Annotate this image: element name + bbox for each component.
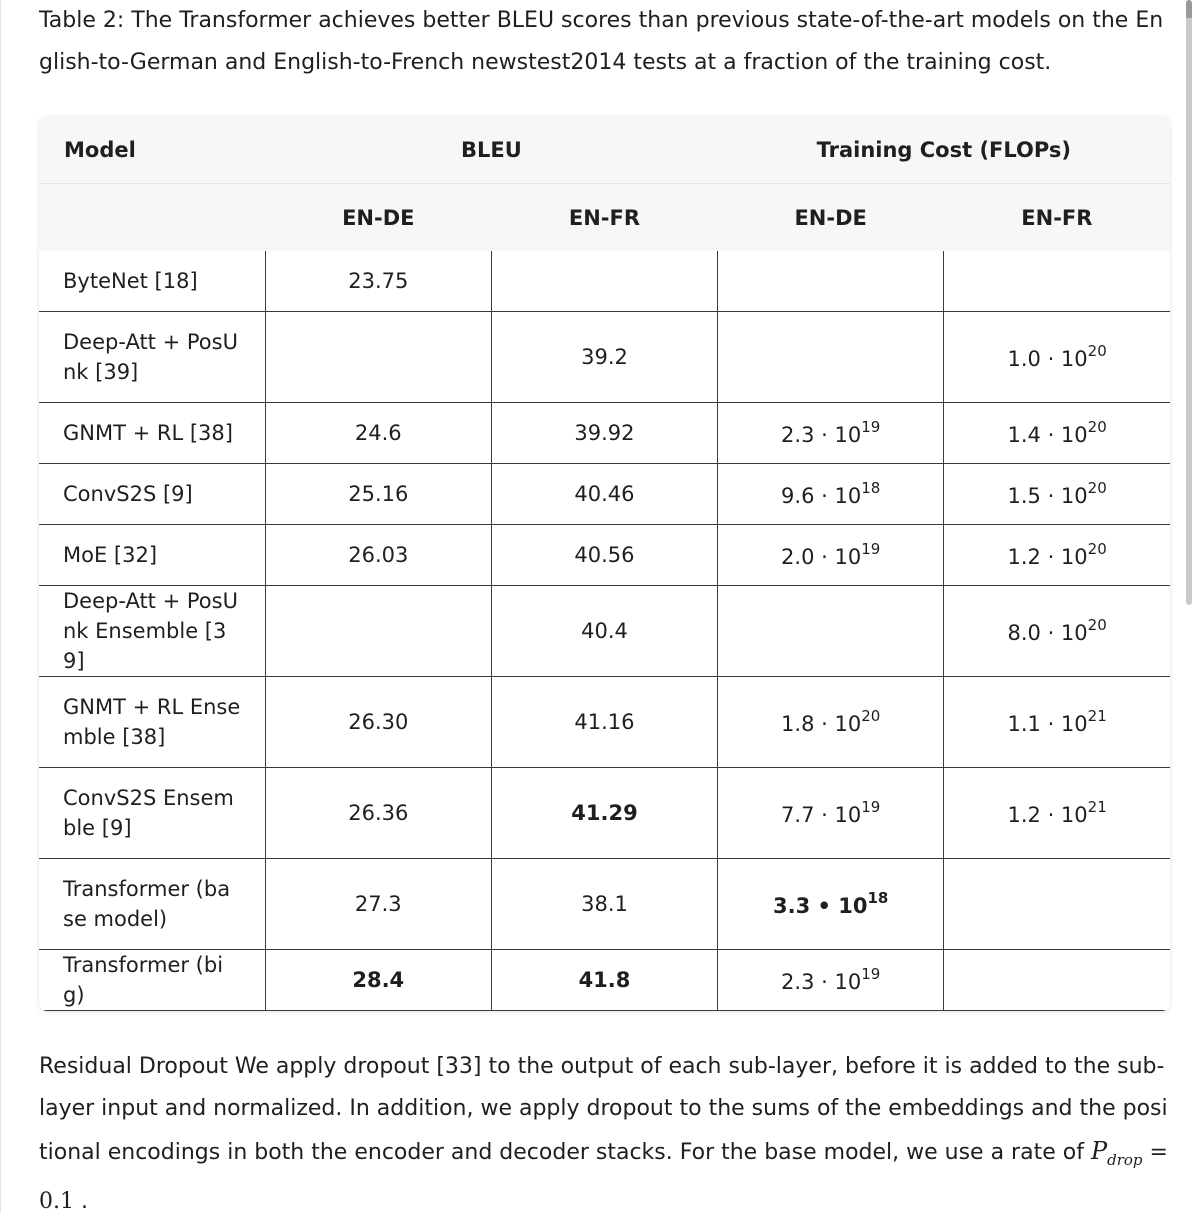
left-border — [0, 0, 1, 1213]
residual-dropout-paragraph — [39, 1046, 1169, 1223]
cell-model: ConvS2S [9] — [39, 464, 265, 525]
cell-bleu-fr: 39.92 — [491, 403, 717, 464]
cell-cost-de — [718, 586, 944, 677]
cell-cost-fr — [944, 950, 1170, 1011]
cell-cost-de: $2.3 \cdot 10^{19}$ — [718, 403, 944, 464]
cell-bleu-fr: 40.56 — [491, 525, 717, 586]
table-subheader-row — [39, 184, 1170, 252]
math-equals: = — [1142, 1140, 1168, 1165]
cell-cost-de: $2.3 \cdot 10^{19}$ — [718, 950, 944, 1011]
cell-model: Deep-Att + PosUnk Ensemble [39] — [39, 586, 265, 677]
cell-cost-fr: $1.2 \cdot 10^{20}$ — [944, 525, 1170, 586]
table-header-row — [39, 116, 1170, 184]
scrollbar-up-arrow[interactable] — [1186, 0, 1192, 18]
cell-model: Transformer (base model) — [39, 859, 265, 950]
cell-cost-fr — [944, 859, 1170, 950]
table-row — [39, 950, 1170, 1011]
cell-cost-de: 3.3 • $10^{18}$ — [718, 859, 944, 950]
cell-cost-fr: $1.2 \cdot 10^{21}$ — [944, 768, 1170, 859]
subheader-cost-en-de: EN-DE — [718, 184, 944, 252]
cell-model: ByteNet [18] — [39, 251, 265, 312]
header-model: Model — [39, 116, 265, 184]
cell-cost-fr: $1.0 \cdot 10^{20}$ — [944, 312, 1170, 403]
table-row — [39, 768, 1170, 859]
math-p-drop: $P_{drop}$ — [1090, 1137, 1143, 1169]
cell-cost-de — [718, 251, 944, 312]
cell-bleu-de: 26.03 — [265, 525, 491, 586]
subheader-bleu-en-de: EN-DE — [265, 184, 491, 252]
paragraph-end: . — [74, 1188, 88, 1214]
cell-cost-de: $7.7 \cdot 10^{19}$ — [718, 768, 944, 859]
cell-bleu-de: 26.36 — [265, 768, 491, 859]
cell-bleu-fr: 40.46 — [491, 464, 717, 525]
cell-cost-de: $2.0 \cdot 10^{19}$ — [718, 525, 944, 586]
table-row — [39, 464, 1170, 525]
cell-bleu-fr: 41.8 — [491, 950, 717, 1011]
table-row — [39, 403, 1170, 464]
cell-bleu-de: 27.3 — [265, 859, 491, 950]
results-table — [39, 116, 1170, 1011]
cell-bleu-fr: 41.29 — [491, 768, 717, 859]
cell-cost-de: $9.6 \cdot 10^{18}$ — [718, 464, 944, 525]
header-bleu: BLEU — [265, 116, 717, 184]
cell-cost-fr: $1.1 \cdot 10^{21}$ — [944, 677, 1170, 768]
cell-bleu-fr: 38.1 — [491, 859, 717, 950]
cell-bleu-fr — [491, 251, 717, 312]
cell-model: GNMT + RL Ensemble [38] — [39, 677, 265, 768]
paragraph-text: Residual Dropout We apply dropout [33] to the output of each sub-layer, before it is added to the sub-layer input and normalized. In addition, we apply dropout to the sums of the embeddings and the positional encodings in both the encoder and decoder stacks. For the base model, we use a rate of — [39, 1054, 1168, 1165]
cell-cost-de: $1.8 \cdot 10^{20}$ — [718, 677, 944, 768]
math-value: 0.1 — [39, 1188, 74, 1214]
cell-bleu-de — [265, 312, 491, 403]
subheader-empty — [39, 184, 265, 252]
cell-model: ConvS2S Ensemble [9] — [39, 768, 265, 859]
cell-bleu-de: 26.30 — [265, 677, 491, 768]
cell-model: Deep-Att + PosUnk [39] — [39, 312, 265, 403]
cell-cost-fr — [944, 251, 1170, 312]
cell-model: MoE [32] — [39, 525, 265, 586]
cell-cost-fr: $1.4 \cdot 10^{20}$ — [944, 403, 1170, 464]
cell-bleu-fr: 40.4 — [491, 586, 717, 677]
cell-bleu-fr: 39.2 — [491, 312, 717, 403]
cell-cost-fr: $1.5 \cdot 10^{20}$ — [944, 464, 1170, 525]
cell-cost-fr: $8.0 \cdot 10^{20}$ — [944, 586, 1170, 677]
table-row — [39, 859, 1170, 950]
subheader-cost-en-fr: EN-FR — [944, 184, 1170, 252]
cell-model: Transformer (big) — [39, 950, 265, 1011]
scrollbar[interactable] — [1186, 0, 1192, 605]
header-training-cost: Training Cost (FLOPs) — [718, 116, 1170, 184]
cell-cost-de — [718, 312, 944, 403]
results-table-container — [39, 116, 1170, 1011]
cell-bleu-de: 28.4 — [265, 950, 491, 1011]
cell-bleu-de: 24.6 — [265, 403, 491, 464]
cell-bleu-fr: 41.16 — [491, 677, 717, 768]
table-row — [39, 586, 1170, 677]
table-row — [39, 525, 1170, 586]
cell-bleu-de — [265, 586, 491, 677]
cell-model: GNMT + RL [38] — [39, 403, 265, 464]
table-row — [39, 312, 1170, 403]
cell-bleu-de: 23.75 — [265, 251, 491, 312]
cell-bleu-de: 25.16 — [265, 464, 491, 525]
table-caption: Table 2: The Transformer achieves better BLEU scores than previous state-of-the-art models on the English-to-German and English-to-French newstest2014 tests at a fraction of the training cost. — [39, 8, 1164, 75]
table-row — [39, 677, 1170, 768]
table-row — [39, 251, 1170, 312]
subheader-bleu-en-fr: EN-FR — [491, 184, 717, 252]
